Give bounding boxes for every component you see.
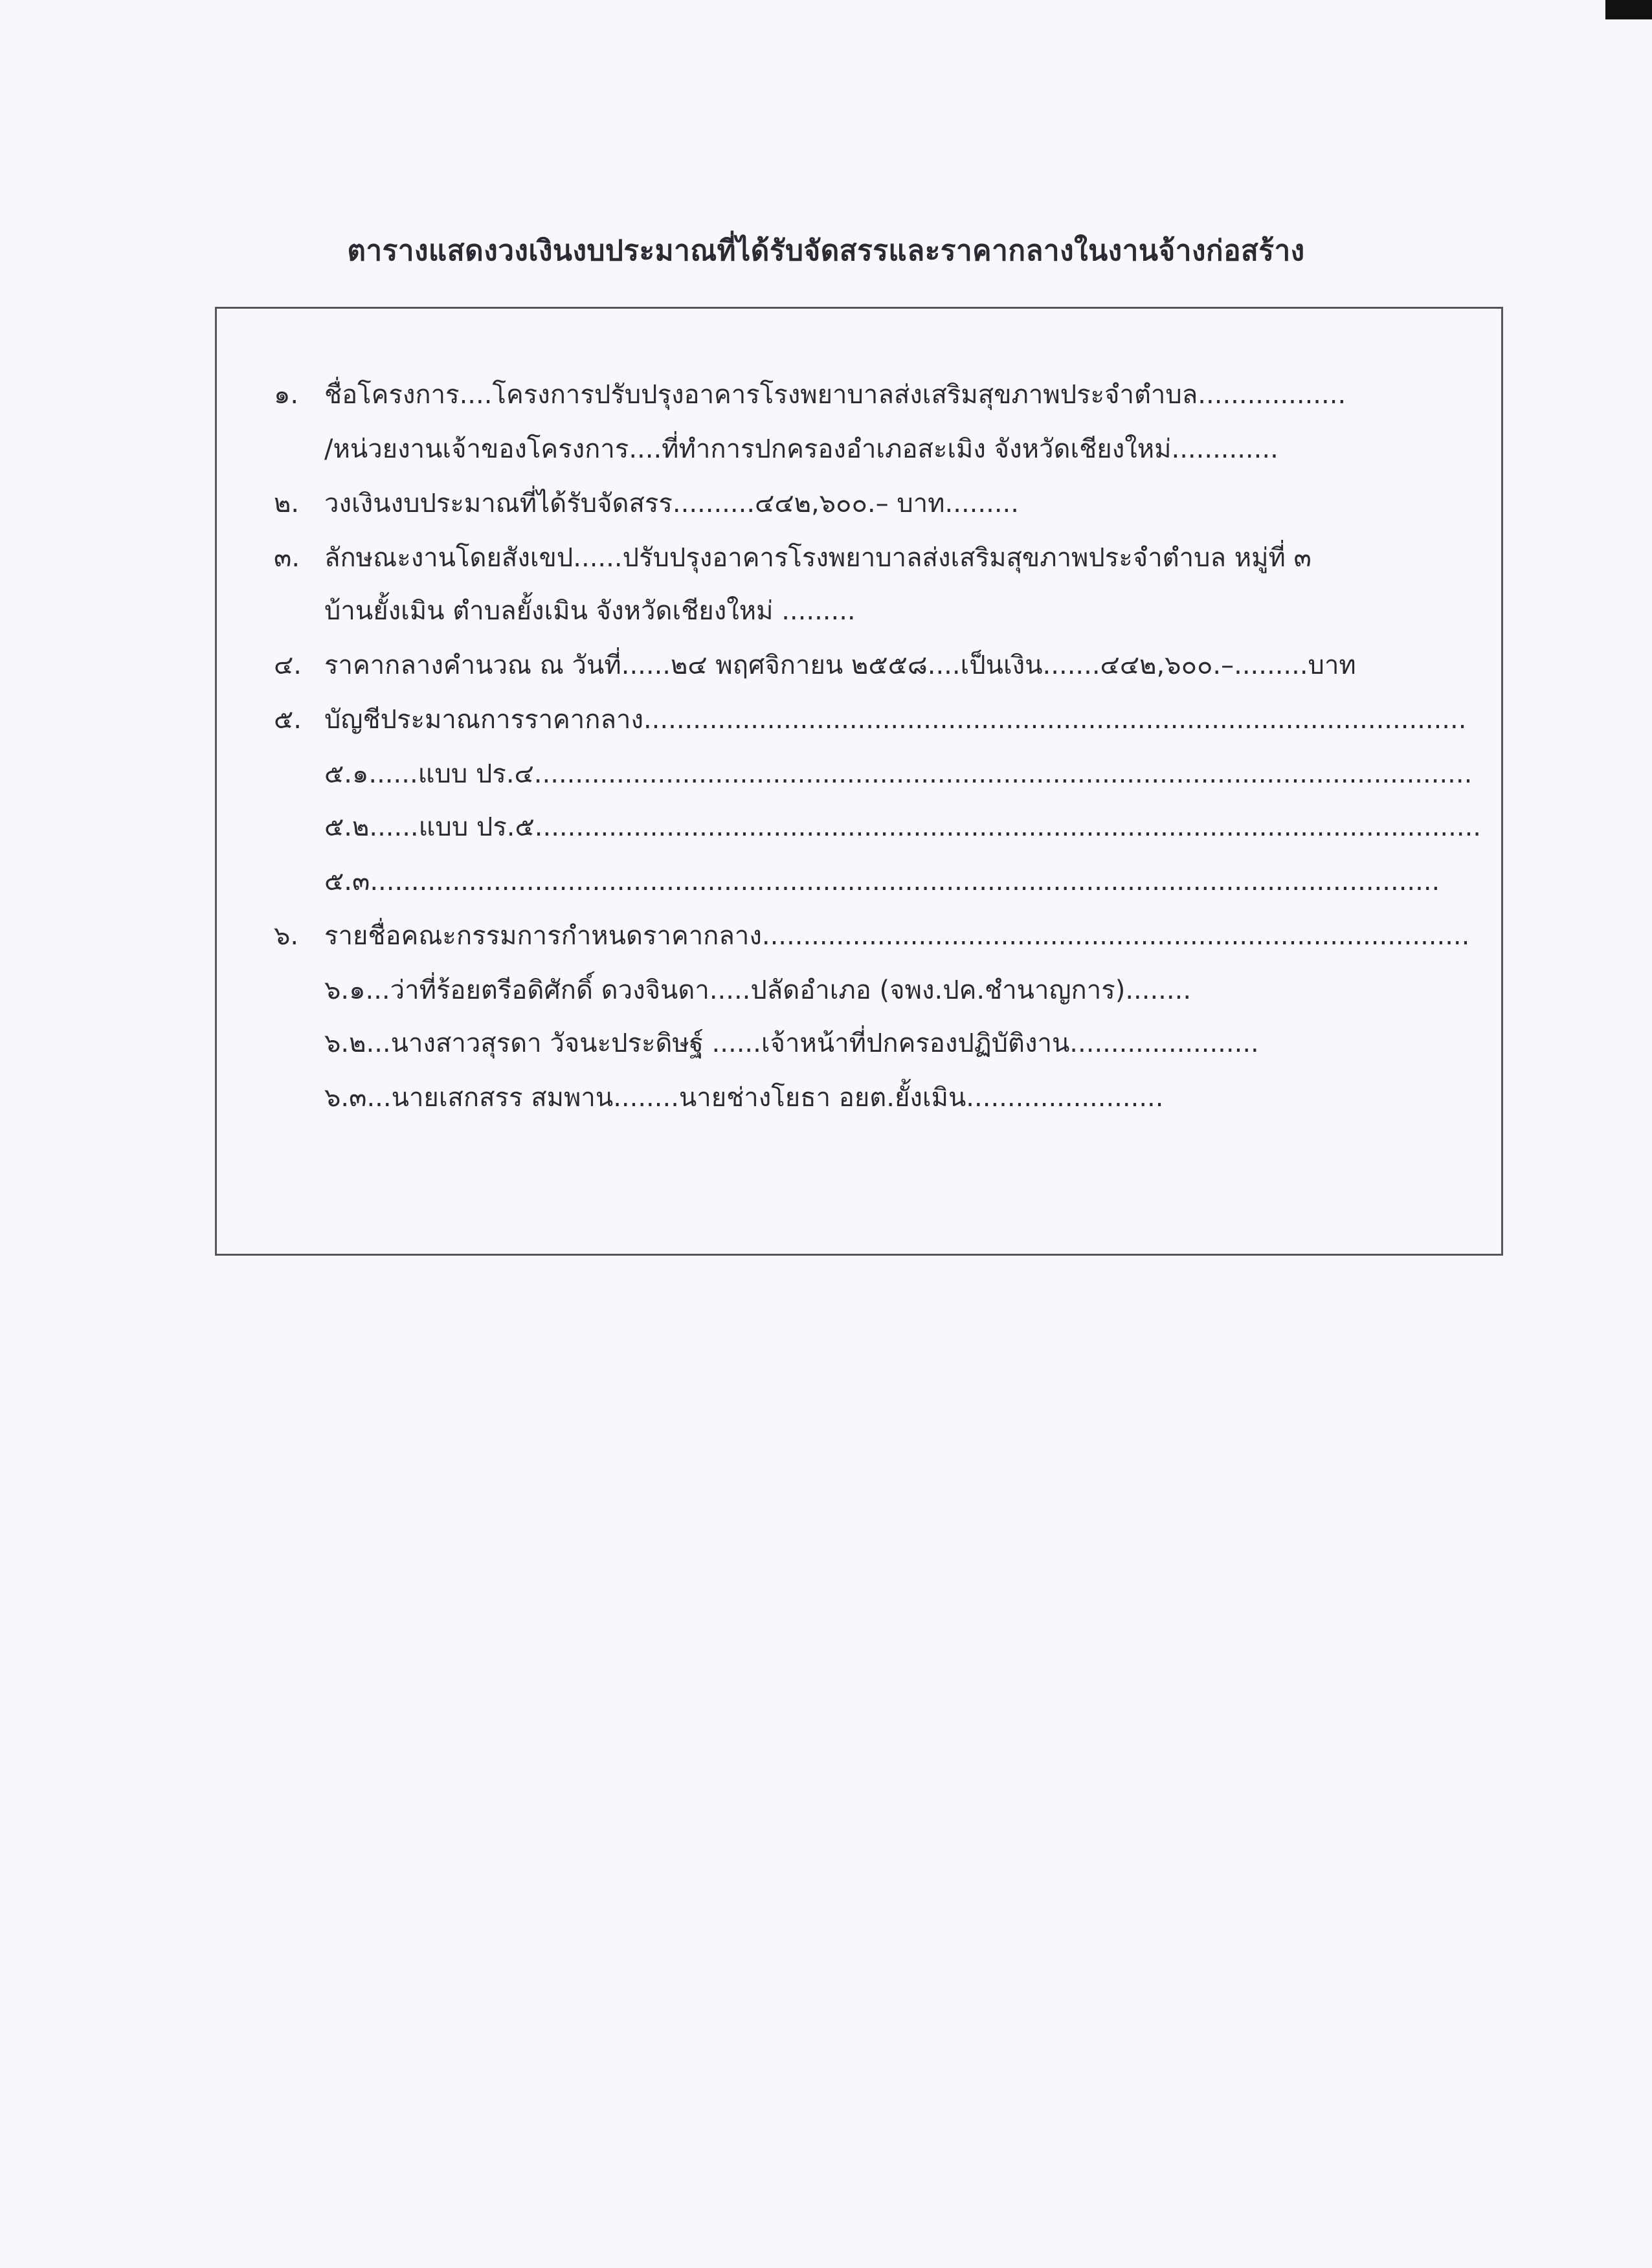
item-3-continuation — [324, 590, 856, 631]
item-text: รายชื่อคณะกรรมการกำหนดราคากลาง...................................................................................... — [324, 921, 1470, 951]
item-number: ๓. — [274, 543, 300, 573]
item-4-line — [274, 644, 1356, 685]
item-2-line — [274, 482, 1019, 524]
item-1-continuation — [324, 428, 1278, 469]
item-6-line — [274, 915, 1469, 956]
page-title: ตารางแสดงวงเงินงบประมาณที่ได้รับจัดสรรและราคากลางในงานจ้างก่อสร้าง — [347, 234, 1305, 267]
item-text: ลักษณะงานโดยสังเขป......ปรับปรุงอาคารโรงพยาบาลส่งเสริมสุขภาพประจำตำบล หมู่ที่ ๓ — [324, 543, 1312, 573]
item-text: ราคากลางคำนวณ ณ วันที่......๒๔ พฤศจิกายน ๒๕๕๘....เป็นเงิน.......๔๔๒,๖๐๐.–.........บาท — [324, 650, 1356, 680]
content-box — [215, 307, 1503, 1256]
item-number: ๕. — [274, 705, 302, 735]
item-text: บัญชีประมาณการราคากลาง.................................................................................................... — [324, 705, 1467, 735]
item-6-2-line — [324, 1022, 1259, 1063]
scan-edge-mark — [1605, 0, 1652, 19]
item-text: ๖.๒...นางสาวสุรดา วัจนะประดิษฐ์ ......เจ้าหน้าที่ปกครองปฏิบัติงาน....................... — [324, 1028, 1259, 1058]
item-1-line — [274, 373, 1346, 415]
item-text: บ้านยั้งเมิน ตำบลยั้งเมิน จังหวัดเชียงใหม่ ......... — [324, 596, 856, 626]
item-5-line — [274, 698, 1466, 740]
item-text: ๕.๑......แบบ ปร.๔.................................................................................................................. — [324, 759, 1473, 789]
item-5-2-line — [324, 806, 1481, 847]
item-number: ๒. — [274, 489, 300, 518]
item-text: ๖.๑...ว่าที่ร้อยตรีอดิศักดิ์ ดวงจินดา.....ปลัดอำเภอ (จพง.ปค.ชำนาญการ)........ — [324, 975, 1192, 1005]
item-5-1-line — [324, 753, 1472, 794]
item-number: ๔. — [274, 650, 302, 680]
item-5-3-line — [324, 860, 1440, 902]
item-text: ๕.๒......แบบ ปร.๕................................................................................................................... — [324, 812, 1481, 842]
item-text: ๖.๓...นายเสกสรร สมพาน........นายช่างโยธา อยต.ยั้งเมิน........................ — [324, 1083, 1164, 1113]
item-6-3-line — [324, 1076, 1163, 1118]
item-number: ๑. — [274, 380, 299, 410]
item-text: ชื่อโครงการ....โครงการปรับปรุงอาคารโรงพยาบาลส่งเสริมสุขภาพประจำตำบล.................. — [324, 380, 1346, 410]
item-6-1-line — [324, 969, 1191, 1010]
item-text: ๕.๓.................................................................................................................................. — [324, 867, 1440, 896]
item-number: ๖. — [274, 921, 299, 951]
item-text: /หน่วยงานเจ้าของโครงการ....ที่ทำการปกครองอำเภอสะเมิง จังหวัดเชียงใหม่............. — [324, 434, 1278, 464]
item-3-line — [274, 537, 1312, 578]
item-text: วงเงินงบประมาณที่ได้รับจัดสรร..........๔๔๒,๖๐๐.– บาท......... — [324, 489, 1019, 518]
